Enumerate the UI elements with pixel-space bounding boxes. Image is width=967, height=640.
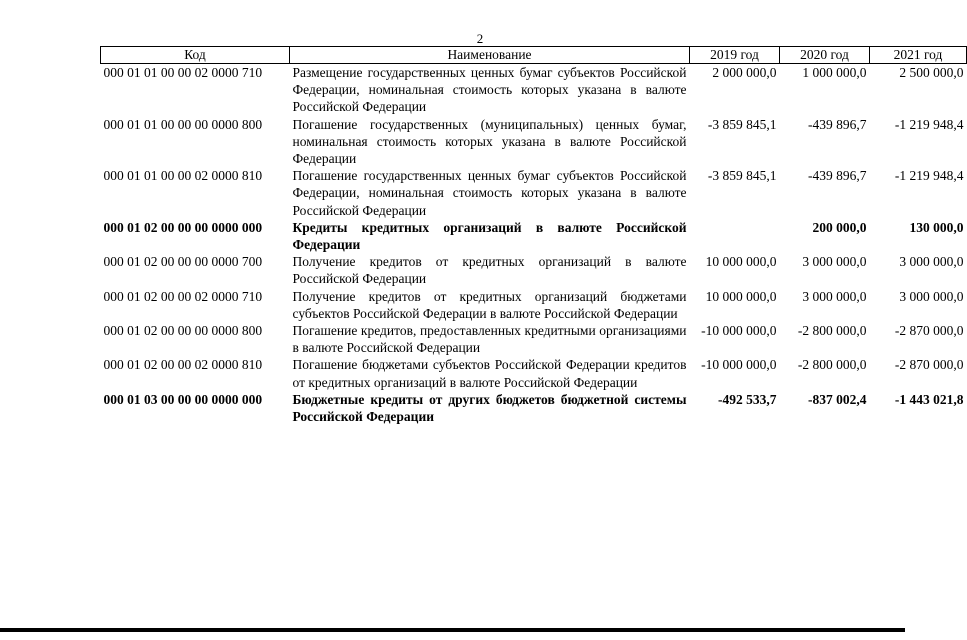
row-value-2021: -1 219 948,4 [894, 116, 964, 132]
column-header-2020: 2020 год [780, 47, 870, 64]
table-row [101, 322, 967, 356]
column-header-name: Наименование [290, 47, 690, 64]
row-value-2021: 2 500 000,0 [899, 65, 964, 80]
row-value-2020: 1 000 000,0 [802, 65, 867, 80]
row-value-2019: -3 859 845,1 [707, 116, 777, 132]
row-code: 000 01 01 00 00 00 0000 800 [103, 116, 263, 132]
row-value-2021: 3 000 000,0 [899, 254, 964, 270]
row-code: 000 01 02 00 00 00 0000 700 [103, 254, 263, 270]
row-value-2020: 3 000 000,0 [802, 288, 867, 304]
row-value-2019: 10 000 000,0 [705, 288, 777, 304]
scan-edge-rule [0, 628, 905, 632]
row-value-2020: -837 002,4 [808, 391, 867, 407]
row-value-2020: 3 000 000,0 [802, 254, 867, 270]
row-name: Погашение государственных (муниципальных) ценных бумаг, номинальная стоимость которых указана в валюте Российской Федерации [292, 116, 687, 167]
row-value-2021: -1 443 021,8 [894, 391, 964, 407]
row-name: Размещение государственных ценных бумаг субъектов Российской Федерации, номинальная стоимость которых указана в валюте Российской Федерации [292, 65, 687, 115]
table-row [101, 167, 967, 219]
table-row [101, 64, 967, 116]
row-code: 000 01 01 00 00 02 0000 710 [103, 65, 263, 80]
row-value-2020: -439 896,7 [808, 168, 867, 184]
column-header-code: Код [101, 47, 290, 64]
row-value-2019: 10 000 000,0 [705, 254, 777, 270]
row-value-2021: -2 870 000,0 [894, 323, 964, 339]
budget-sources-table [100, 46, 967, 425]
page-number: 2 [476, 31, 484, 46]
row-name: Погашение государственных ценных бумаг субъектов Российской Федерации, номинальная стоимость которых указана в валюте Российской Федерации [292, 168, 687, 218]
row-code: 000 01 02 00 00 02 0000 810 [103, 357, 263, 373]
table-row [101, 356, 967, 390]
row-value-2021: -1 219 948,4 [894, 168, 964, 184]
row-code: 000 01 03 00 00 00 0000 000 [103, 391, 263, 407]
table-row [101, 219, 967, 253]
row-value-2019: -492 533,7 [718, 391, 777, 407]
row-value-2020: -439 896,7 [808, 116, 867, 132]
table-row [101, 391, 967, 425]
row-code: 000 01 01 00 00 02 0000 810 [103, 168, 263, 184]
row-value-2020: -2 800 000,0 [797, 323, 867, 339]
row-name: Погашение кредитов, предоставленных кредитными организациями в валюте Российской Федерации [292, 323, 687, 356]
row-name: Погашение бюджетами субъектов Российской Федерации кредитов от кредитных организаций в валюте Российской Федерации [292, 357, 687, 390]
column-header-2019: 2019 год [690, 47, 780, 64]
row-value-2021: -2 870 000,0 [894, 357, 964, 373]
row-code: 000 01 02 00 00 02 0000 710 [103, 288, 263, 304]
row-name: Получение кредитов от кредитных организаций бюджетами субъектов Российской Федерации в валюте Российской Федерации [292, 288, 687, 321]
row-value-2021: 3 000 000,0 [899, 288, 964, 304]
row-code: 000 01 02 00 00 00 0000 000 [103, 219, 263, 235]
row-value-2020: 200 000,0 [812, 219, 867, 235]
row-value-2021: 130 000,0 [909, 219, 964, 235]
row-value-2020: -2 800 000,0 [797, 357, 867, 373]
table-row [101, 288, 967, 322]
table-header-row [101, 47, 967, 64]
row-value-2019: 2 000 000,0 [712, 65, 777, 80]
row-value-2019: -10 000 000,0 [701, 323, 777, 339]
row-name: Бюджетные кредиты от других бюджетов бюджетной системы Российской Федерации [292, 391, 687, 425]
column-header-2021: 2021 год [870, 47, 967, 64]
table-row [101, 253, 967, 287]
row-value-2019: -10 000 000,0 [701, 357, 777, 373]
row-name: Кредиты кредитных организаций в валюте Российской Федерации [292, 219, 687, 253]
table-row [101, 116, 967, 168]
row-code: 000 01 02 00 00 00 0000 800 [103, 323, 263, 339]
row-value-2019: -3 859 845,1 [707, 168, 777, 184]
row-value-2019 [690, 219, 780, 253]
row-name: Получение кредитов от кредитных организаций в валюте Российской Федерации [292, 254, 687, 287]
